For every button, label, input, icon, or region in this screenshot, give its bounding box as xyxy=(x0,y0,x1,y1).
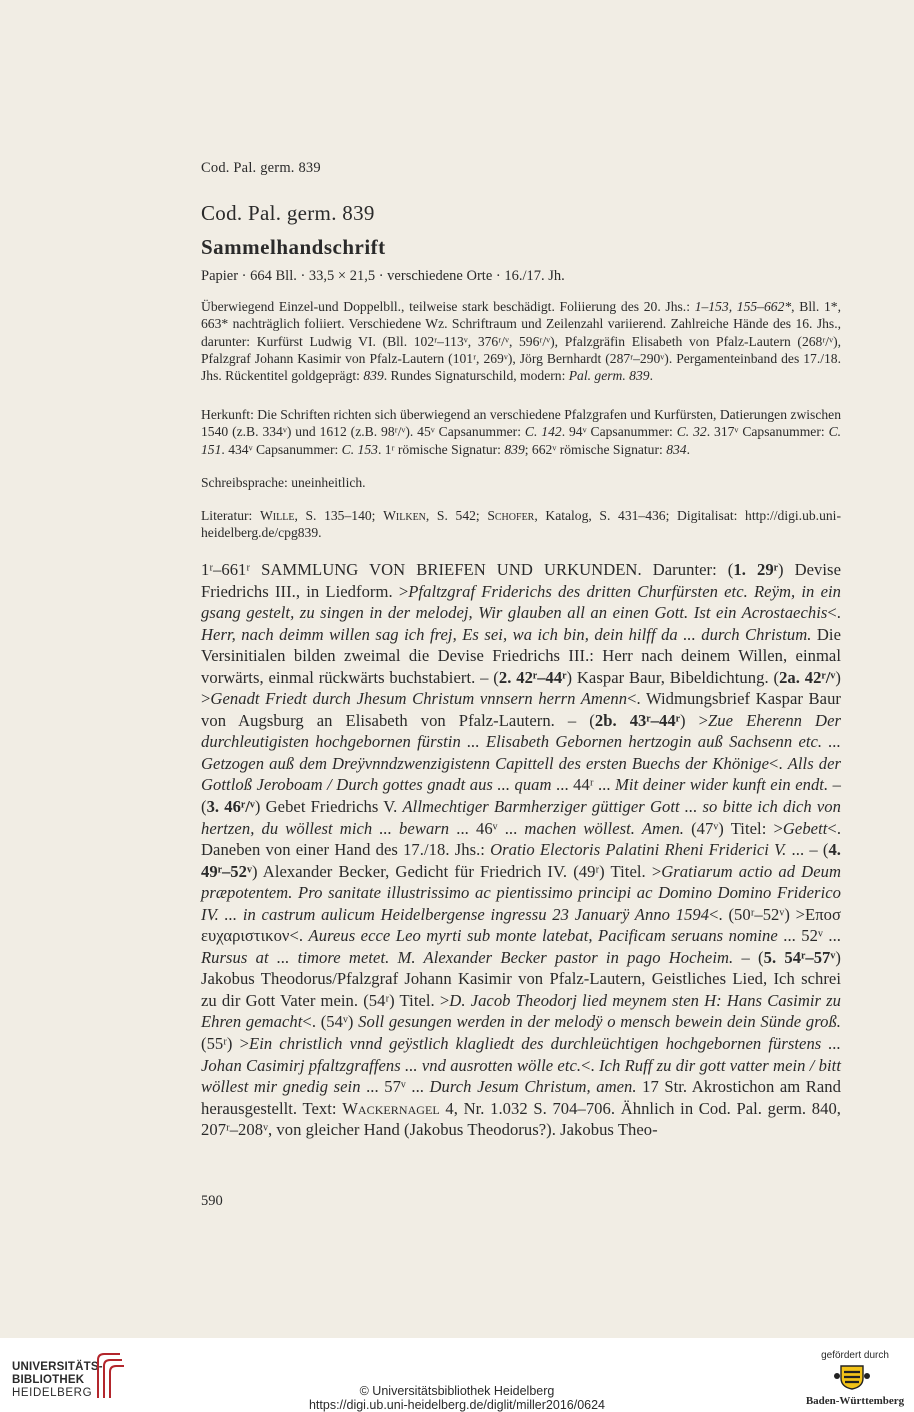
physical-description: Überwiegend Einzel-und Doppelbll., teilweise stark beschädigt. Foliierung des 20. Jhs.: 1–153, 155–662*, Bll. 1*, 663* nachträglich foliiert. Verschiedene Wz. Schriftraum und Zeilenzahl variierend. Zahlreiche Hände des 16. Jhs., darunter: Kurfürst Ludwig VI. (Bll. 102ʳ–113ᵛ, 376ʳ/ᵛ, 596ʳ/ᵛ), Pfalzgräfin Elisabeth von Pfalz-Lautern (268ʳ/ᵛ), Pfalzgraf Johann Kasimir von Pfalz-Lautern (101ʳ, 269ᵛ), Jörg Bernhardt (287ʳ–290ᵛ). Pergamenteinband des 17./18. Jhs. Rückentitel goldgeprägt: 839. Rundes Signaturschild, modern: Pal. germ. 839. xyxy=(201,299,841,384)
record-title: Cod. Pal. germ. 839 xyxy=(201,201,375,225)
running-head: Cod. Pal. germ. 839 xyxy=(201,160,321,176)
record-meta: Papier · 664 Bll. · 33,5 × 21,5 · verschiedene Orte · 16./17. Jh. xyxy=(201,268,565,284)
coat-of-arms-icon xyxy=(833,1364,871,1390)
copyright-notice: © Universitätsbibliothek Heidelberg https://digi.ub.uni-heidelberg.de/diglit/miller2016/0624 xyxy=(0,1384,914,1412)
viewer-footer xyxy=(0,1338,914,1411)
sponsor-block: gefördert durch Baden-Württemberg xyxy=(805,1350,905,1407)
library-logo-text[interactable]: UNIVERSITÄTS- BIBLIOTHEK HEIDELBERG xyxy=(12,1361,103,1399)
literature: Literatur: Wille, S. 135–140; Wilken, S. 542; Schofer, Katalog, S. 431–436; Digitalisat: http://digi.ub.uni-heidelberg.de/cpg839. xyxy=(201,508,841,541)
page-number: 590 xyxy=(201,1193,223,1209)
writing-language: Schreibsprache: uneinheitlich. xyxy=(201,475,366,490)
provenance: Herkunft: Die Schriften richten sich überwiegend an verschiedene Pfalzgrafen und Kurfürsten, Datierungen zwischen 1540 (z.B. 334ᵛ) und 1612 (z.B. 98ʳ/ᵛ). 45ᵛ Capsanummer: C. 142. 94ᵛ Capsanummer: C. 32. 317ᵛ Capsanummer: C. 151. 434ᵛ Capsanummer: C. 153. 1ʳ römische Signatur: 839; 662ᵛ römische Signatur: 834. xyxy=(201,407,842,457)
permalink[interactable]: https://digi.ub.uni-heidelberg.de/diglit/miller2016/0624 xyxy=(308,1398,606,1412)
content-description: 1ʳ–661ʳ SAMMLUNG VON BRIEFEN UND URKUNDEN. Darunter: (1. 29ʳ) Devise Friedrichs III., in Liedform. >Pfaltzgraf Friderichs des dritten Churfürsten etc. Reÿm, in ein gsang gestelt, zu singen in der melodej, Wir glauben all an einen Gott. Ist ein Acrostaechis<. Herr, nach deimm willen sag ich frej, Es sei, wa ich bin, dein hilff da ... durch Christum. Die Versinitialen bilden zweimal die Devise Friedrichs III.: Herr nach deinem Willen, einmal vorwärts, einmal rückwärts buchstabiert. – (2. 42ʳ–44ʳ) Kaspar Baur, Bibeldichtung. (2a. 42ʳ/ᵛ) >Genadt Friedt durch Jhesum Christum vnnsern herrn Amenn<. Widmungsbrief Kaspar Baur von Augsburg an Elisabeth von Pfalz-Lautern. – (2b. 43ʳ–44ʳ) >Zue Eherenn Der durchleutigisten hochgebornen fürstin ... Elisabeth Gebornen hertzogin auß Sachsenn etc. ... Getzogen auß dem Dreÿvnndzwenzigistenn Capittell des ersten Buechs der Khönige<. Alls der Gottloß Jeroboam / Durch gottes gnadt aus ... quam ... 44ʳ ... Mit deiner wider kunft ein endt. – (3. 46ʳ/ᵛ) Gebet Friedrichs V. Allmechtiger Barmherziger güttiger Gott ... so bitte ich dich von hertzen, du wöllest mich ... bewarn ... 46ᵛ ... machen wöllest. Amen. (47ᵛ) Titel: >Gebett<. Daneben von einer Hand des 17./18. Jhs.: Oratio Electoris Palatini Rheni Friderici V. ... – (4. 49ʳ–52ᵛ) Alexander Becker, Gedicht für Friedrich IV. (49ʳ) Titel. >Gratiarum actio ad Deum præpotentem. Pro sanitate illustrissimo ac pientissimo principi ac Domino Domino Friderico IV. ... in castrum aulicum Heidelbergense ingressu 23 Januarÿ Anno 1594<. (50ʳ–52ᵛ) >Επoσ ευχαριστικoν<. Aureus ecce Leo myrti sub monte latebat, Pacificam seruans nomine ... 52ᵛ ... Rursus at ... timore metet. M. Alexander Becker pastor in pago Hocheim. – (5. 54ʳ–57ᵛ) Jakobus Theodorus/Pfalzgraf Johann Kasimir von Pfalz-Lautern, Geistliches Lied, Ich schrei zu dir Gott Vater mein. (54ʳ) Titel. >D. Jacob Theodorj lied meynem sten H: Hans Casimir zu Ehren gemacht<. (54ᵛ) Soll gesungen werden in der melodÿ o mensch bewein dein Sünde groß. (55ʳ) >Ein christlich vnnd geÿstlich klagliedt des durchleüchtigen hochgebornen fürstens ... Johan Casimirj pfaltzgraffens ... vnd ausrotten wölle etc.<. Ich Ruff zu dir gott vatter mein / bitt wöllest mir gnedig sein ... 57ᵛ ... Durch Jesum Christum, amen. 17 Str. Akrostichon am Rand herausgestellt. Text: Wackernagel 4, Nr. 1.032 S. 704–706. Ähnlich in Cod. Pal. germ. 840, 207ʳ–208ᵛ, von gleicher Hand (Jakobus Theodorus?). Jakobus Theo- xyxy=(201,560,842,1140)
record-subtitle: Sammelhandschrift xyxy=(201,235,386,259)
